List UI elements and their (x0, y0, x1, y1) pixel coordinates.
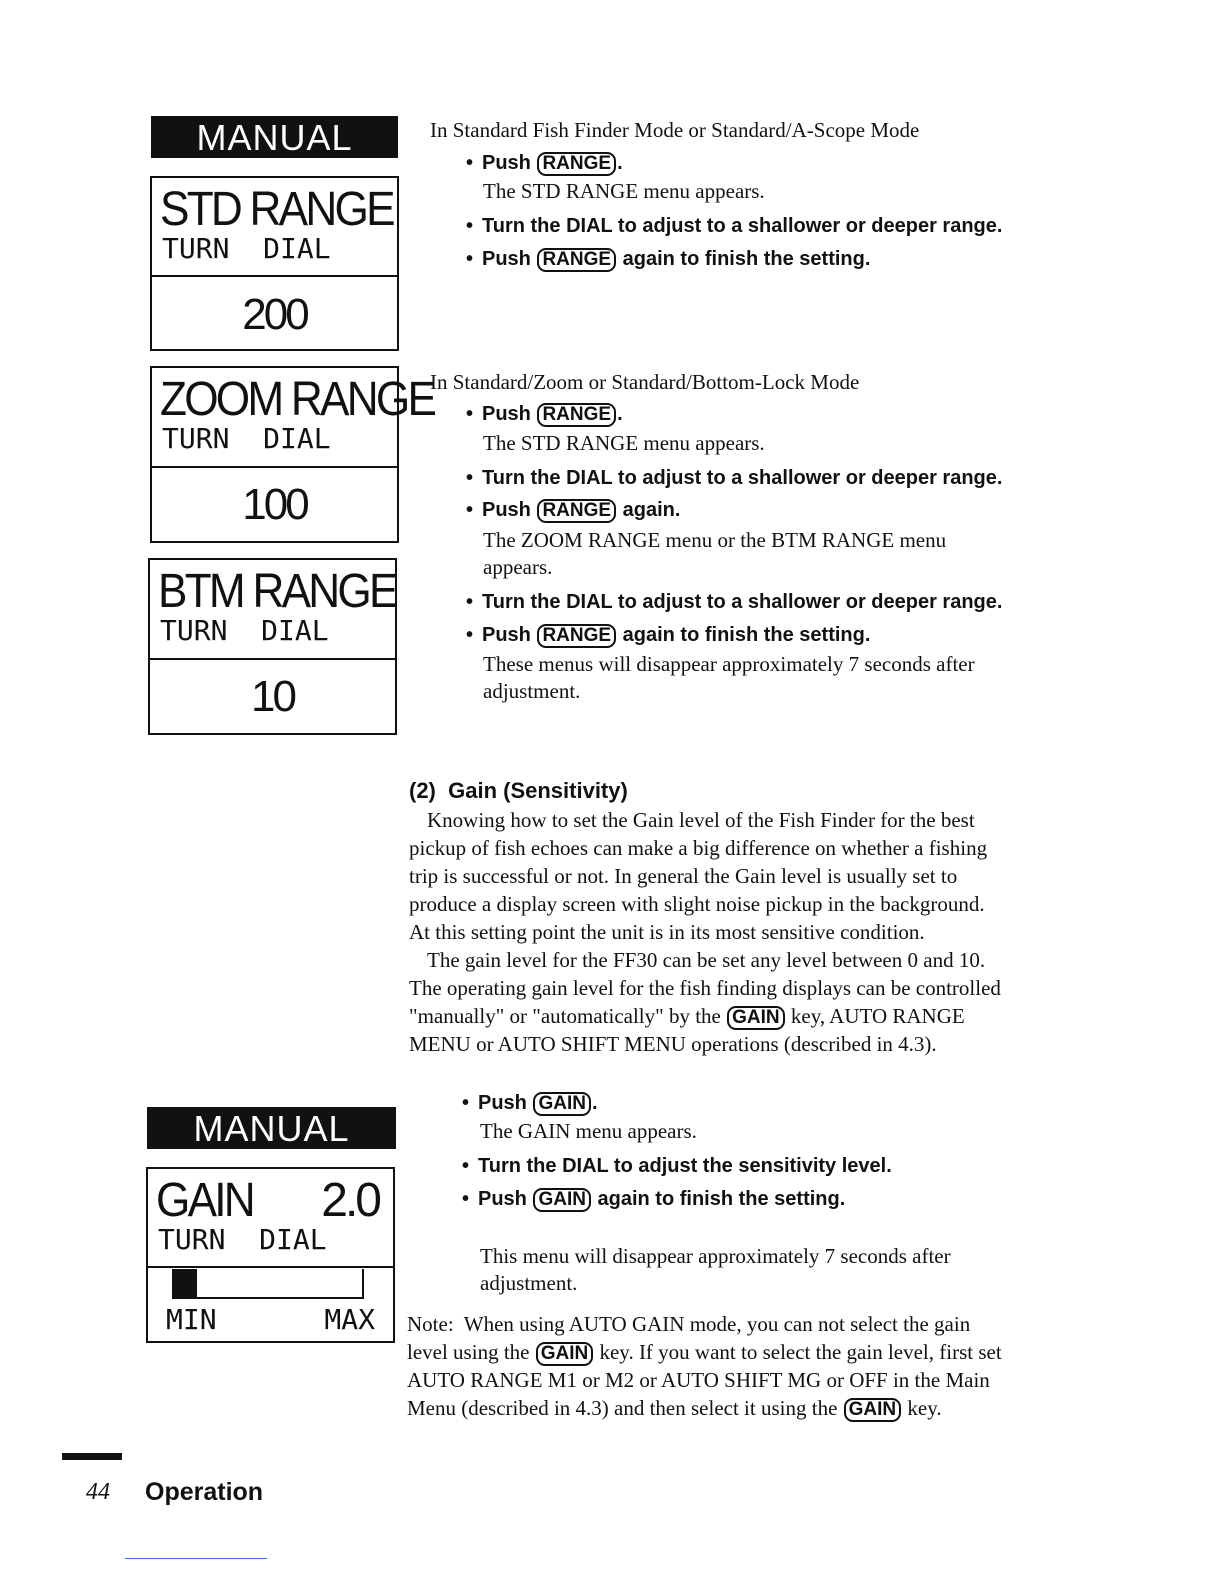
paragraph-lines (409, 806, 1049, 946)
note-text: key. (902, 1396, 942, 1420)
para-text: key, AUTO RANGE (785, 1004, 965, 1028)
std-range-panel (150, 176, 399, 351)
btm-range-panel (148, 558, 397, 735)
std-range-value: 200 (242, 290, 307, 339)
section2-bullet-2: • Turn the DIAL to adjust to a shallower or deeper range. (466, 467, 1003, 489)
desc-line: adjustment. (483, 679, 581, 703)
gain-key: GAIN (533, 1188, 591, 1212)
note-label: Note: (407, 1312, 454, 1336)
desc-line: The ZOOM RANGE menu or the BTM RANGE menu (483, 528, 947, 552)
gain-section-heading: (2) Gain (Sensitivity) (409, 778, 628, 803)
note-text: Menu (described in 4.3) and then select it using the (407, 1396, 843, 1420)
note-line: AUTO RANGE M1 or M2 or AUTO SHIFT MG or OFF in the Main (407, 1368, 990, 1392)
bullet-text: Push (482, 248, 537, 270)
gain-value: 2.0 (321, 1174, 379, 1227)
desc-line: appears. (483, 555, 553, 579)
range-key: RANGE (537, 624, 616, 648)
para-line: produce a display screen with slight noise pickup in the background. (409, 892, 985, 916)
section2-bullet-3: • Push RANGE again. (466, 499, 681, 521)
range-key: RANGE (537, 152, 616, 176)
para-line: At this setting point the unit is in its most sensitive condition. (409, 920, 925, 944)
footer-link-underline (125, 1558, 267, 1559)
page-number: 44 (86, 1479, 110, 1505)
section1-bullet-2: • Turn the DIAL to adjust to a shallower or deeper range. (466, 215, 1003, 237)
bullet-text: . (617, 403, 623, 425)
std-range-subtitle: TURN DIAL (162, 232, 331, 265)
bullet-text: Push (482, 152, 537, 174)
bullet-text: . (617, 152, 623, 174)
note-line (407, 1338, 1057, 1366)
range-key: RANGE (537, 499, 616, 523)
note-text: level using the (407, 1340, 535, 1364)
gain-max-label: MAX (324, 1303, 375, 1336)
note-line (407, 1394, 1057, 1422)
btm-range-header (150, 560, 395, 660)
note-text: When using AUTO GAIN mode, you can not select the gain (453, 1312, 971, 1336)
para-line: MENU or AUTO SHIFT MENU operations (described in 4.3). (409, 1032, 937, 1056)
gain-desc-2 (480, 1243, 951, 1297)
bullet-text: Push (482, 624, 537, 646)
gain-level-bar (172, 1269, 364, 1299)
gain-paragraph-1 (409, 806, 1049, 946)
para-line: trip is successful or not. In general the Gain level is usually set to (409, 864, 958, 888)
bullet-text: Push (482, 499, 537, 521)
note-text: key. If you want to select the gain level, first set (594, 1340, 1002, 1364)
section2-bullet-4: • Turn the DIAL to adjust to a shallower or deeper range. (466, 591, 1003, 613)
gain-key: GAIN (727, 1006, 785, 1030)
zoom-range-title: ZOOM RANGE (160, 373, 435, 426)
bullet-text: Push (482, 403, 537, 425)
std-range-title: STD RANGE (160, 183, 393, 236)
section1-bullet-3: • Push RANGE again to finish the setting. (466, 248, 871, 270)
btm-range-subtitle: TURN DIAL (160, 614, 329, 647)
section2-bullet-5: • Push RANGE again to finish the setting. (466, 624, 871, 646)
section1-heading: In Standard Fish Finder Mode or Standard/A-Scope Mode (430, 118, 920, 142)
mode-banner-manual-gain: MANUAL (147, 1107, 396, 1149)
para-line: The gain level for the FF30 can be set any level between 0 and 10. (427, 948, 986, 972)
mode-banner-manual: MANUAL (151, 116, 398, 158)
gain-panel (146, 1167, 395, 1343)
btm-range-title: BTM RANGE (158, 565, 396, 618)
para-text: "manually" or "automatically" by the (409, 1004, 727, 1028)
zoom-range-value: 100 (242, 480, 307, 529)
zoom-range-subtitle: TURN DIAL (162, 422, 331, 455)
range-key: RANGE (537, 403, 616, 427)
zoom-range-panel (150, 366, 435, 543)
gain-title: GAIN (156, 1174, 253, 1227)
bullet-text: again to finish the setting. (591, 1188, 846, 1210)
bullet-text: Turn the DIAL to adjust the sensitivity level. (478, 1155, 892, 1177)
section2-desc-1: The STD RANGE menu appears. (483, 431, 765, 455)
gain-header (148, 1169, 393, 1268)
footer-rule (62, 1453, 122, 1460)
section2-heading: In Standard/Zoom or Standard/Bottom-Lock Mode (430, 370, 860, 394)
section1-bullet-1: • Push RANGE . (466, 152, 623, 174)
para-line: The operating gain level for the fish finding displays can be controlled (409, 976, 1001, 1000)
section2-desc-2 (483, 527, 946, 581)
note-line (407, 1310, 1057, 1338)
bullet-text: Push (478, 1188, 533, 1210)
gain-desc-1: The GAIN menu appears. (480, 1119, 697, 1143)
gain-key: GAIN (533, 1092, 591, 1116)
desc-line: adjustment. (480, 1271, 578, 1295)
desc-line: This menu will disappear approximately 7 seconds after (480, 1244, 951, 1268)
bullet-text: again. (617, 499, 681, 521)
gain-bullet-2: • Turn the DIAL to adjust the sensitivity level. (462, 1155, 892, 1177)
bullet-text: Turn the DIAL to adjust to a shallower or deeper range. (482, 591, 1003, 613)
bullet-text: Push (478, 1092, 533, 1114)
range-key: RANGE (537, 248, 616, 272)
bullet-text: . (591, 1092, 598, 1114)
section2-desc-3 (483, 651, 975, 705)
section1-desc-1: The STD RANGE menu appears. (483, 179, 765, 203)
para-line (409, 1002, 1049, 1030)
gain-bullet-3: • Push GAIN again to finish the setting. (462, 1188, 846, 1210)
bullet-text: again to finish the setting. (617, 248, 871, 270)
section2-bullet-1: • Push RANGE . (466, 403, 623, 425)
gain-key: GAIN (844, 1398, 902, 1422)
desc-line: These menus will disappear approximately 7 seconds after (483, 652, 975, 676)
footer-section-title: Operation (145, 1478, 264, 1506)
bullet-text: Turn the DIAL to adjust to a shallower or deeper range. (482, 467, 1003, 489)
gain-level-fill (174, 1269, 197, 1297)
gain-bullet-1: • Push GAIN . (462, 1092, 598, 1114)
gain-subtitle: TURN DIAL (158, 1223, 327, 1256)
gain-key: GAIN (536, 1342, 594, 1366)
btm-range-value: 10 (251, 672, 294, 721)
bullet-text: Turn the DIAL to adjust to a shallower or deeper range. (482, 215, 1003, 237)
para-line: pickup of fish echoes can make a big difference on whether a fishing (409, 836, 988, 860)
note-block (407, 1310, 1057, 1422)
gain-min-label: MIN (166, 1303, 217, 1336)
gain-paragraph-2 (409, 946, 1049, 1058)
bullet-text: again to finish the setting. (617, 624, 871, 646)
zoom-range-header (152, 368, 435, 468)
std-range-header (152, 178, 397, 277)
para-line: Knowing how to set the Gain level of the Fish Finder for the best (427, 808, 975, 832)
